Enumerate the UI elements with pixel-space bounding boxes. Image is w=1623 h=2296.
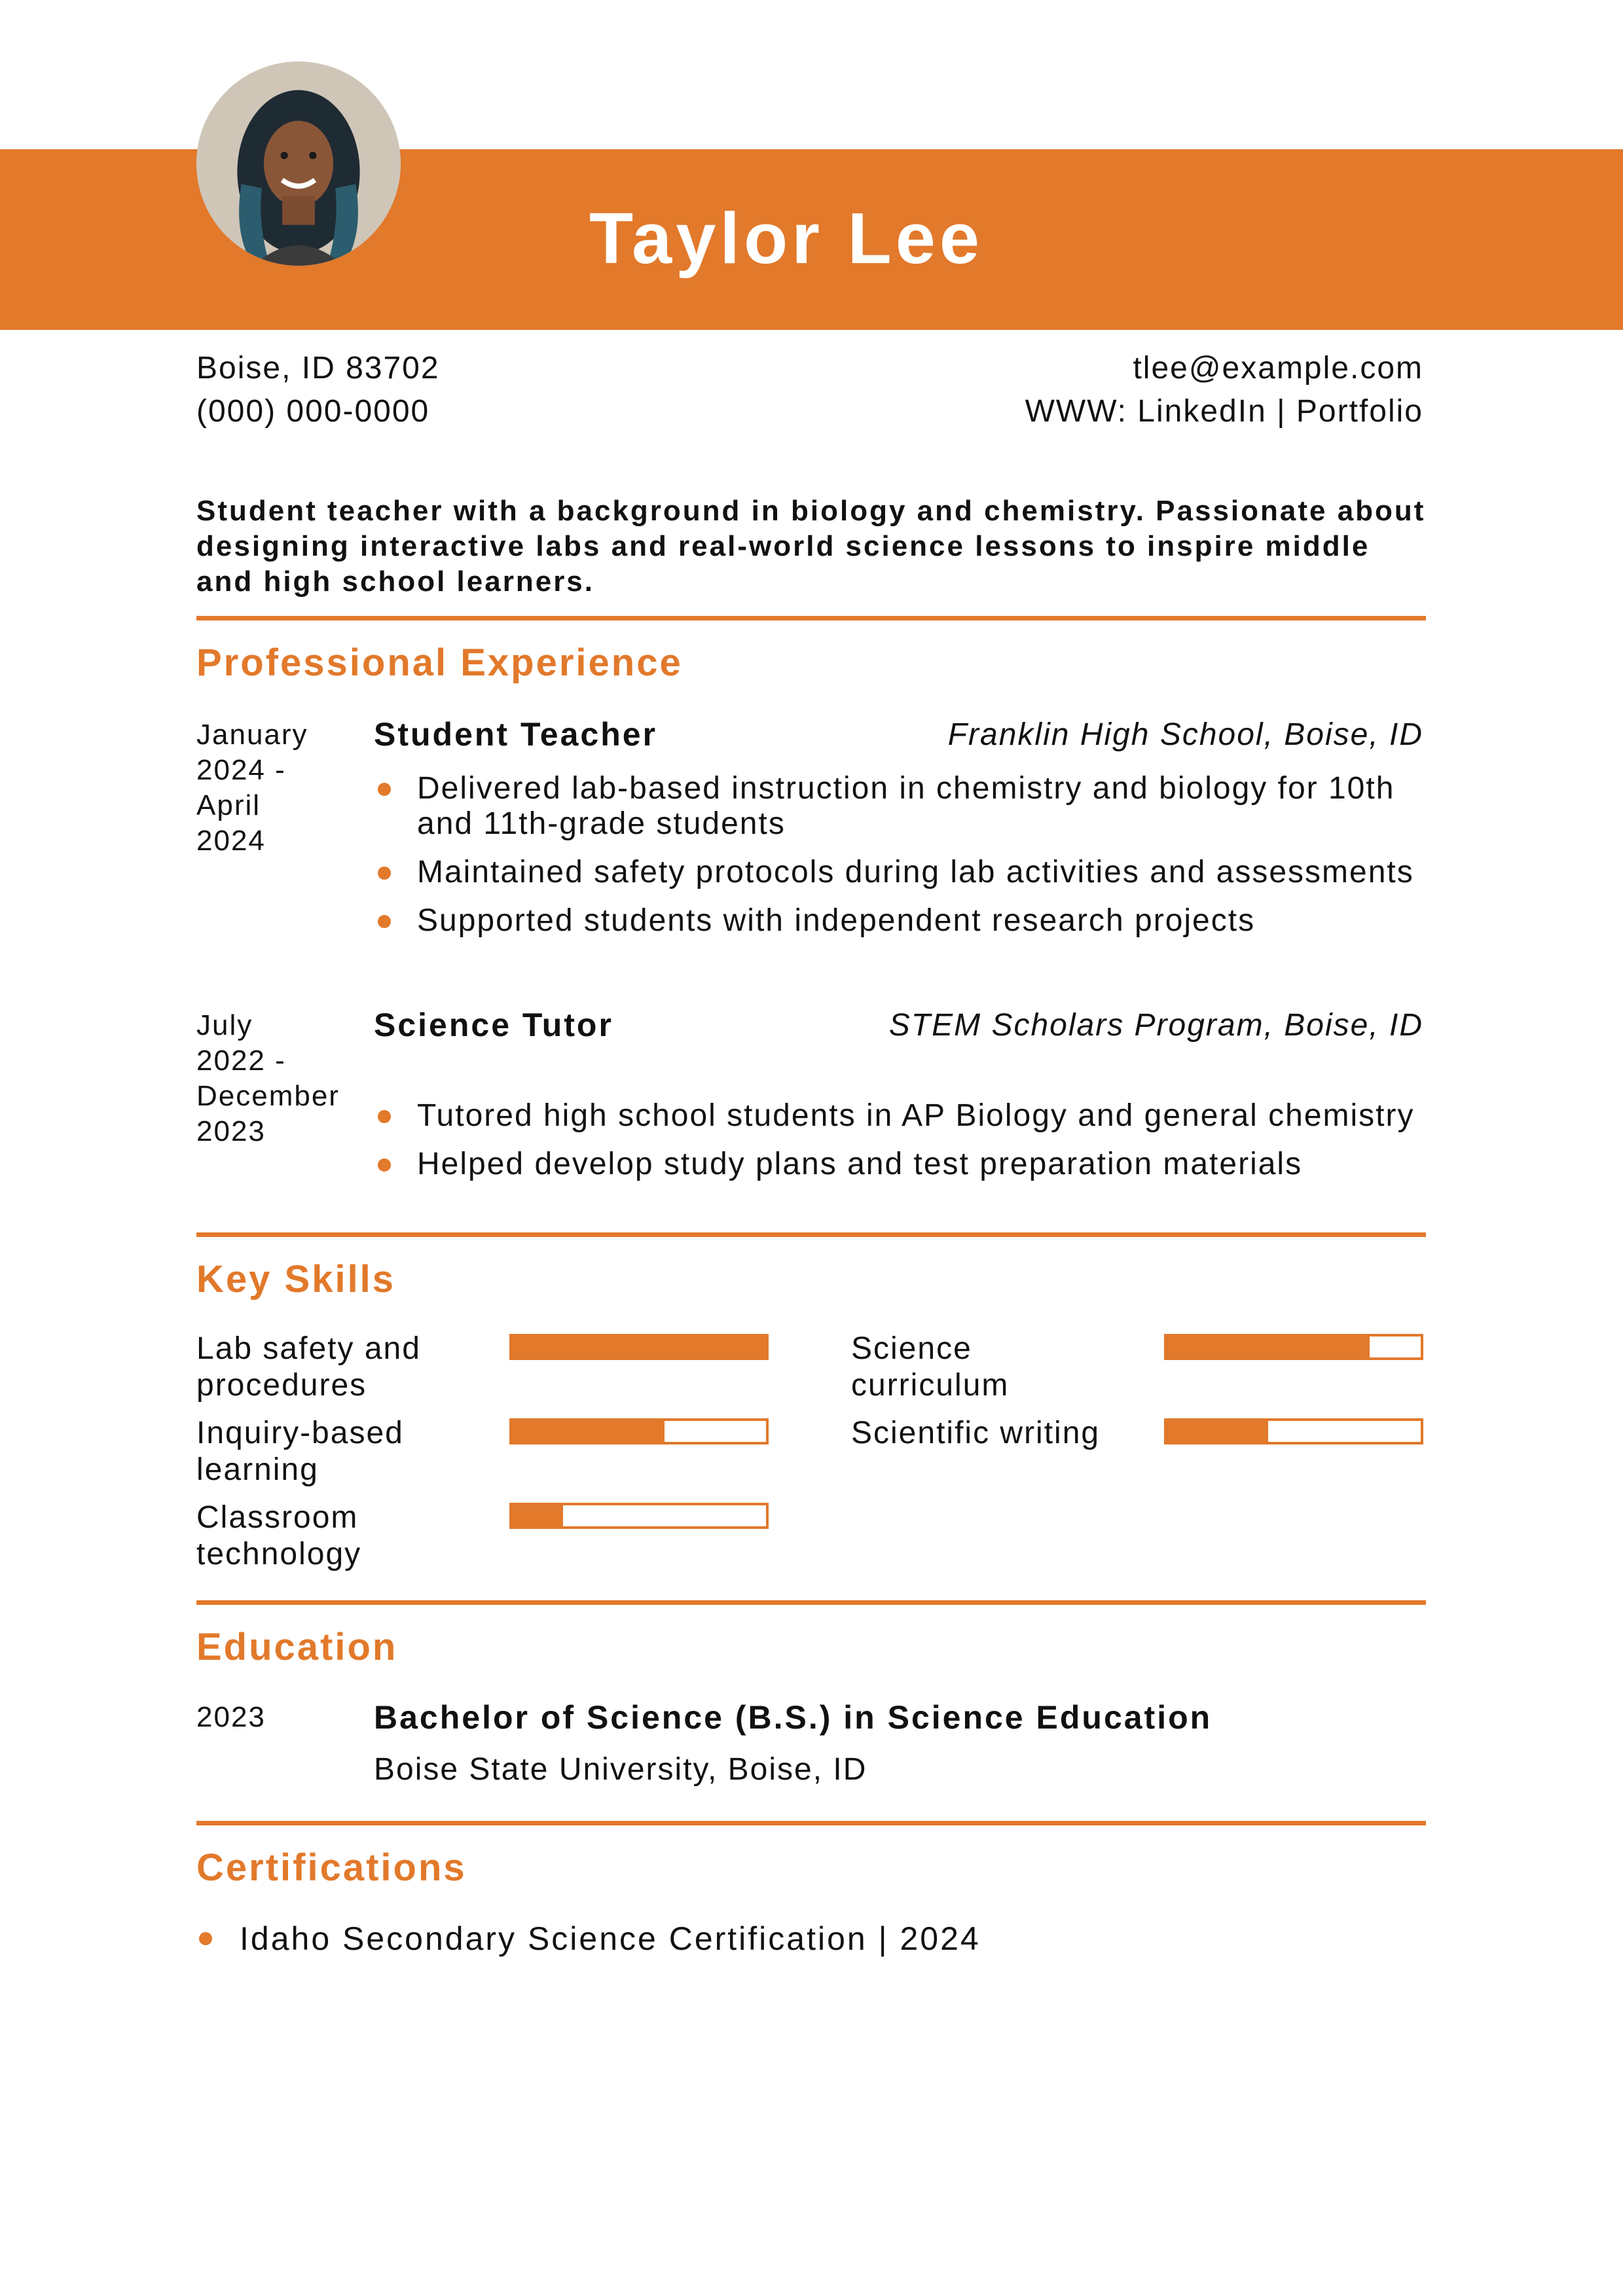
- list-item: Helped develop study plans and test preparation materials: [374, 1147, 1428, 1182]
- bullet-dot-icon: [199, 1932, 212, 1945]
- skill-level-bar: [509, 1503, 769, 1529]
- education-year: 2023: [196, 1701, 266, 1733]
- job-title: Student Teacher: [374, 716, 658, 753]
- section-divider: [196, 1600, 1426, 1605]
- skill-level-bar: [1164, 1418, 1423, 1444]
- section-divider: [196, 1232, 1426, 1237]
- list-item: Maintained safety protocols during lab activities and assessments: [374, 855, 1428, 890]
- location-text: Boise, ID 83702: [196, 351, 440, 386]
- bullet-dot-icon: [378, 1158, 391, 1172]
- summary-text: Student teacher with a background in biology and chemistry. Passionate about designing interactive labs and real-world science lessons to inspire middle and high school learners.: [196, 495, 1426, 598]
- profile-photo: [196, 62, 401, 266]
- job-title: Science Tutor: [374, 1007, 613, 1043]
- web-links[interactable]: WWW: LinkedIn | Portfolio: [1025, 394, 1423, 429]
- bullet-dot-icon: [378, 867, 391, 880]
- list-item: Tutored high school students in AP Biology and general chemistry: [374, 1098, 1428, 1134]
- section-divider: [196, 616, 1426, 620]
- job-bullets: [374, 771, 1428, 952]
- bullet-dot-icon: [378, 783, 391, 796]
- skill-level-bar: [1164, 1334, 1423, 1360]
- list-item: Delivered lab-based instruction in chemistry and biology for 10th and 11th-grade students: [374, 771, 1428, 842]
- list-item: Supported students with independent research projects: [374, 903, 1428, 939]
- job-date: January 2024 - April 2024: [196, 719, 308, 857]
- certifications-heading: Certifications: [196, 1846, 467, 1889]
- list-item: [196, 1919, 981, 1958]
- skill-label: Inquiry-based learning: [196, 1416, 404, 1487]
- skill-label: Science curriculum: [851, 1331, 1010, 1403]
- education-heading: Education: [196, 1626, 398, 1668]
- skill-level-bar: [509, 1418, 769, 1444]
- email-link[interactable]: tlee@example.com: [1133, 351, 1423, 386]
- job-organization: STEM Scholars Program, Boise, ID: [888, 1008, 1423, 1043]
- job-bullets: [374, 1098, 1428, 1195]
- candidate-name: Taylor Lee: [589, 198, 984, 279]
- job-organization: Franklin High School, Boise, ID: [947, 717, 1423, 752]
- bullet-dot-icon: [378, 1110, 391, 1123]
- contact-right: [1025, 347, 1423, 433]
- phone-text: (000) 000-0000: [196, 394, 430, 429]
- skill-level-bar: [509, 1334, 769, 1360]
- certification-text: Idaho Secondary Science Certification | 2024: [240, 1920, 981, 1957]
- section-divider: [196, 1821, 1426, 1825]
- skill-label: Classroom technology: [196, 1500, 362, 1571]
- skill-label: Scientific writing: [851, 1416, 1101, 1450]
- experience-heading: Professional Experience: [196, 641, 683, 684]
- job-date: July 2022 - December 2023: [196, 1009, 340, 1147]
- skills-heading: Key Skills: [196, 1258, 396, 1300]
- bullet-dot-icon: [378, 915, 391, 928]
- education-school: Boise State University, Boise, ID: [374, 1752, 867, 1787]
- skill-label: Lab safety and procedures: [196, 1331, 421, 1403]
- contact-left: [196, 347, 440, 433]
- education-degree: Bachelor of Science (B.S.) in Science Education: [374, 1699, 1213, 1736]
